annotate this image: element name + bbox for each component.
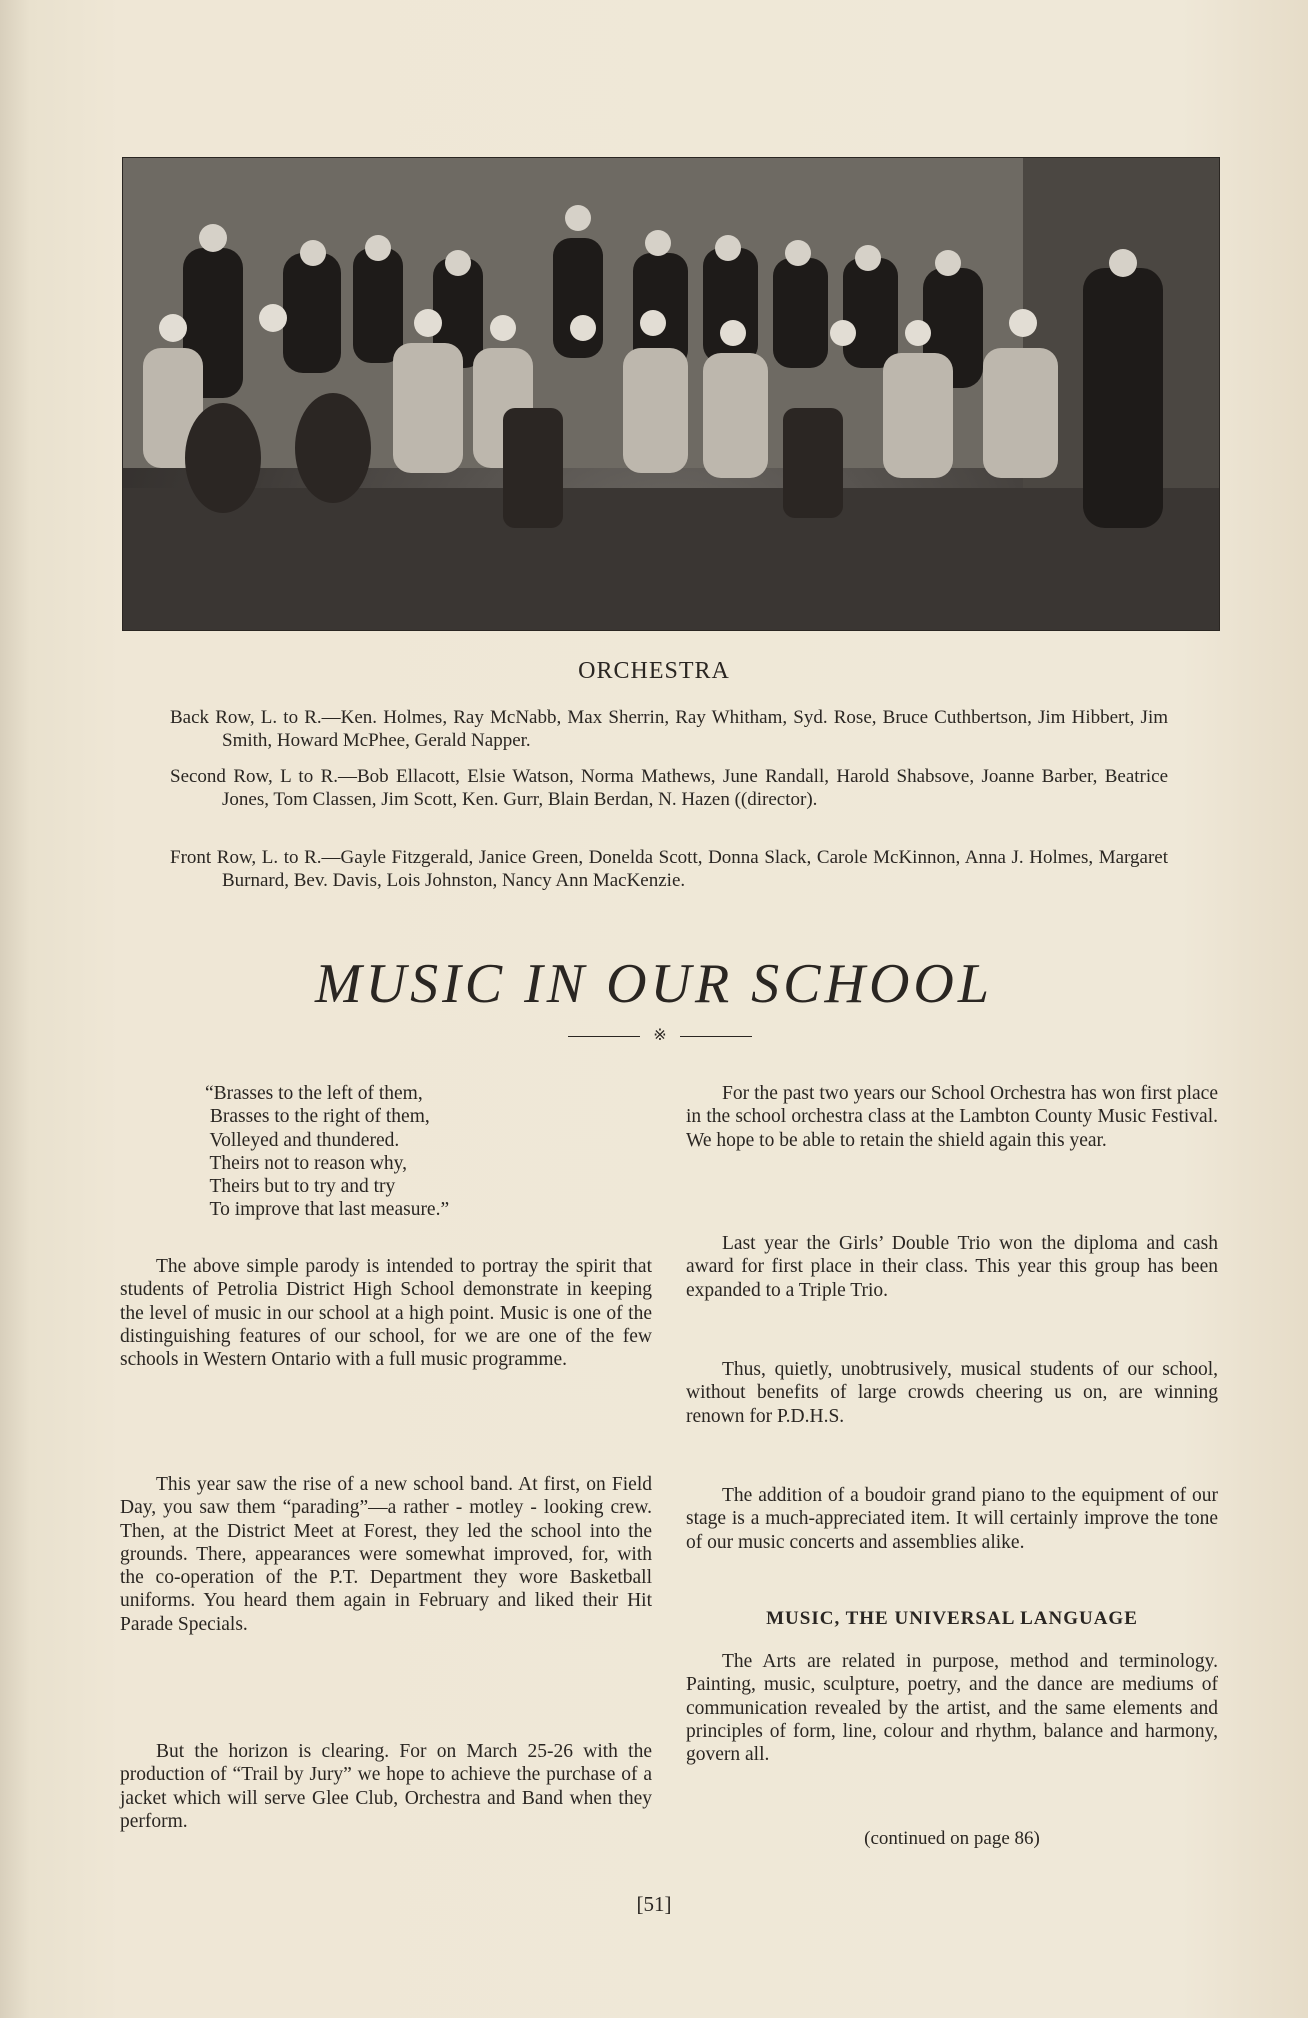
poem-line: Brasses to the right of them, (205, 1106, 430, 1128)
right-column-para-2 (686, 1232, 1218, 1302)
caption-title: ORCHESTRA (578, 658, 730, 684)
right-column-para-1 (686, 1082, 1218, 1152)
poem-line: Theirs not to reason why, (205, 1152, 408, 1174)
section-heading: MUSIC, THE UNIVERSAL LANGUAGE (766, 1608, 1138, 1629)
poem-line: “Brasses to the left of them, (205, 1083, 423, 1104)
right-column-para-4 (686, 1484, 1218, 1554)
page-number: [51] (636, 1892, 672, 1916)
roster-text: Back Row, L. to R.—Ken. Holmes, Ray McNabb, Max Sherrin, Ray Whitham, Syd. Rose, Bruce Cuthbertson, Jim Hibbert, Jim Smith, Howard McPhee, Gerald Napper. (170, 707, 1168, 751)
caption-front-row (170, 846, 1168, 892)
paragraph: This year saw the rise of a new school band. At first, on Field Day, you saw them “parading”—a rather - motley - looking crew. Then, at the District Meet at Forest, they led the school into the grounds. There, appearances were somewhat improved, for, with the co-operation of the P.T. Department they wore Basketball uniforms. You heard them again in February and liked their Hit Parade Specials. (120, 1474, 652, 1635)
ornament-rule-right (680, 1036, 752, 1037)
paragraph: But the horizon is clearing. For on March 25-26 with the production of “Trail by Jury” we hope to achieve the purchase of a jacket which will serve Glee Club, Orchestra and Band when they perform. (120, 1741, 652, 1832)
caption-back-row (170, 706, 1168, 752)
parody-poem (205, 1082, 449, 1222)
continued-note: (continued on page 86) (864, 1828, 1040, 1849)
ornament-flower-icon: ※ (653, 1027, 667, 1044)
paragraph: For the past two years our School Orchestra has won first place in the school orchestra class at the Lambton County Music Festival. We hope to be able to retain the shield again this year. (686, 1083, 1218, 1151)
right-column-section-para (686, 1650, 1218, 1766)
orchestra-photo-illustration (123, 158, 1219, 630)
right-column-para-3 (686, 1358, 1218, 1428)
poem-line: Volleyed and thundered. (205, 1129, 400, 1151)
paragraph: The Arts are related in purpose, method and terminology. Painting, music, sculpture, poetry, and the dance are mediums of communication revealed by the artist, and the same elements and principles of form, line, colour and rhythm, balance and harmony, govern all. (686, 1651, 1218, 1766)
left-column-para-3 (120, 1740, 652, 1833)
left-column-para-1 (120, 1255, 652, 1371)
roster-text: Front Row, L. to R.—Gayle Fitzgerald, Janice Green, Donelda Scott, Donna Slack, Carole McKinnon, Anna J. Holmes, Margaret Burnard, Bev. Davis, Lois Johnston, Nancy Ann MacKenzie. (170, 847, 1168, 891)
poem-line: To improve that last measure.” (205, 1199, 450, 1221)
article-headline: MUSIC IN OUR SCHOOL (315, 953, 993, 1015)
poem-line: Theirs but to try and try (205, 1176, 396, 1198)
paragraph: The above simple parody is intended to portray the spirit that students of Petrolia District High School demonstrate in keeping the level of music in our school at a high point. Music is one of the distinguishing features of our school, for we are one of the few schools in Western Ontario with a full music programme. (120, 1256, 652, 1371)
headline-ornament (568, 1025, 752, 1047)
paragraph: The addition of a boudoir grand piano to the equipment of our stage is a much-appreciated item. It will certainly improve the tone of our music concerts and assemblies alike. (686, 1485, 1218, 1553)
paragraph: Thus, quietly, unobtrusively, musical students of our school, without benefits of large crowds cheering us on, are winning renown for P.D.H.S. (686, 1359, 1218, 1427)
left-column-para-2 (120, 1473, 652, 1636)
caption-second-row (170, 765, 1168, 811)
orchestra-photo (122, 157, 1220, 631)
paragraph: Last year the Girls’ Double Trio won the diploma and cash award for first place in their class. This year this group has been expanded to a Triple Trio. (686, 1233, 1218, 1301)
roster-text: Second Row, L to R.—Bob Ellacott, Elsie Watson, Norma Mathews, June Randall, Harold Shabsove, Joanne Barber, Beatrice Jones, Tom Classen, Jim Scott, Ken. Gurr, Blain Berdan, N. Hazen ((director). (170, 766, 1168, 810)
ornament-rule-left (568, 1036, 640, 1037)
